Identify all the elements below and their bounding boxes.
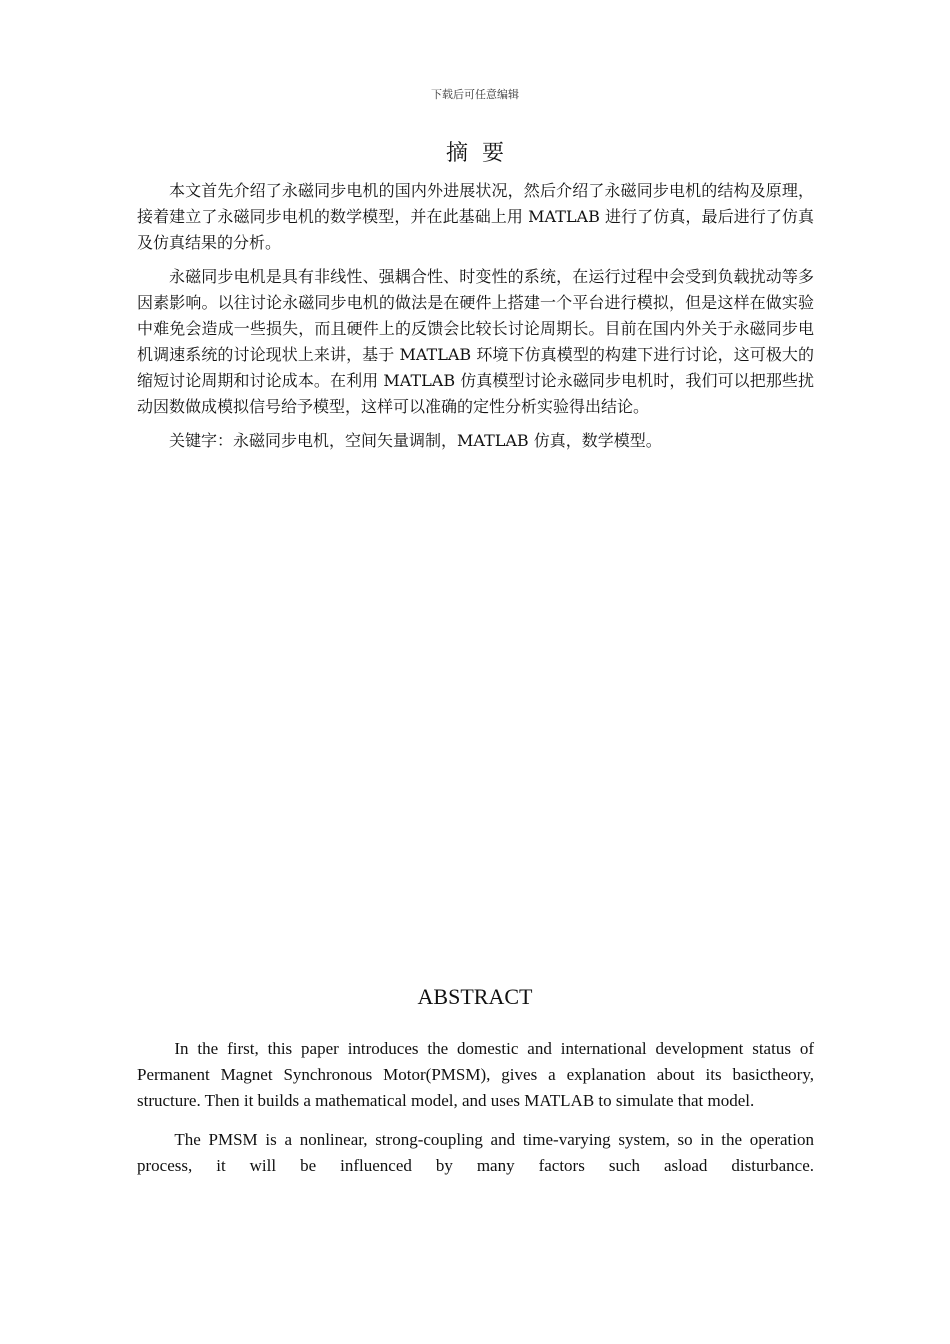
english-abstract-paragraph-1: In the first, this paper introduces the domestic and international development status of Permanent Magnet Synchronous Motor(PMSM), gives a explanation about its basictheory, structure. Then it builds a mathematical model, and uses MATLAB to simulate that model. (137, 1039, 814, 1110)
chinese-abstract-paragraph-1: 本文首先介绍了永磁同步电机的国内外进展状况，然后介绍了永磁同步电机的结构及原理，接着建立了永磁同步电机的数学模型，并在此基础上用 MATLAB 进行了仿真，最后进行了仿真及仿真结果的分析。 (137, 181, 814, 252)
chinese-abstract-title: 摘要 (445, 141, 518, 166)
chinese-keywords: 关键字：永磁同步电机，空间矢量调制，MATLAB 仿真，数学模型。 (169, 431, 662, 450)
english-abstract-body (137, 1036, 814, 1192)
chinese-abstract-body (137, 178, 814, 462)
chinese-abstract-paragraph-2: 永磁同步电机是具有非线性、强耦合性、时变性的系统，在运行过程中会受到负载扰动等多因素影响。以往讨论永磁同步电机的做法是在硬件上搭建一个平台进行模拟，但是这样在做实验中难免会造成一些损失，而且硬件上的反馈会比较长讨论周期长。目前在国内外关于永磁同步电机调速系统的讨论现状上来讲，基于 MATLAB 环境下仿真模型的构建下进行讨论，这可极大的缩短讨论周期和讨论成本。在利用 MATLAB 仿真模型讨论永磁同步电机时，我们可以把那些扰动因数做成模拟信号给予模型，这样可以准确的定性分析实验得出结论。 (137, 267, 814, 416)
english-abstract-title: ABSTRACT (417, 984, 533, 1009)
english-abstract-paragraph-2: The PMSM is a nonlinear, strong-coupling and time-varying system, so in the operation process, it will be influenced by many factors such asload disturbance. (137, 1130, 814, 1175)
page-header-note: 下载后可任意编辑 (431, 88, 519, 101)
